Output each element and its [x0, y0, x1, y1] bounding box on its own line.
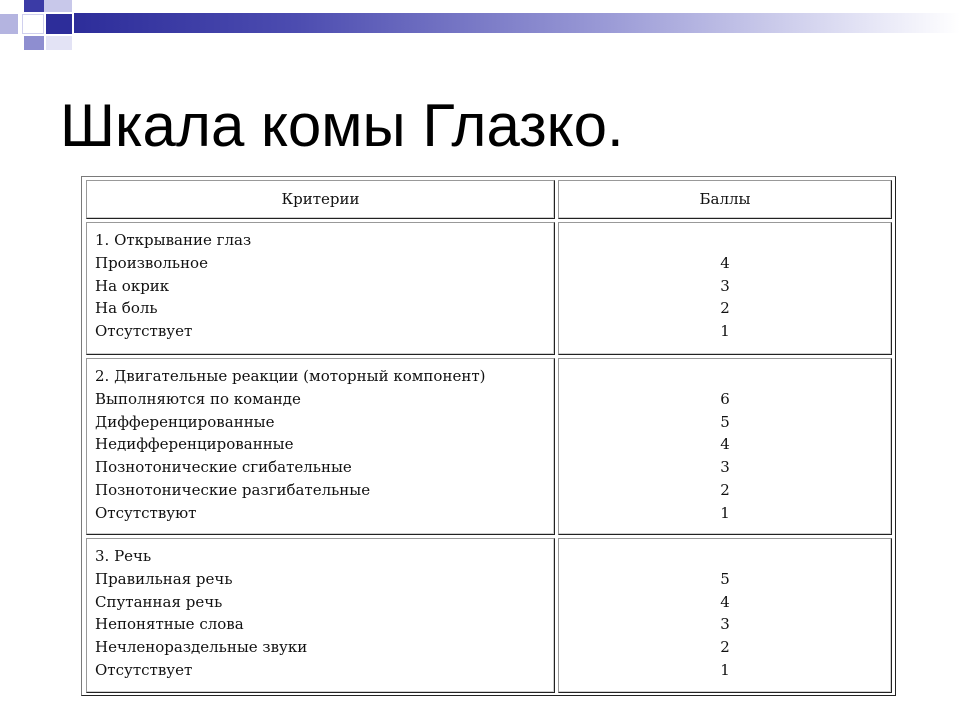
- header-criteria: Критерии: [86, 180, 555, 219]
- section-heading: 1. Открывание глаз: [95, 231, 252, 249]
- criterion-label: На окрик: [95, 276, 170, 295]
- criterion-label: Непонятные слова: [95, 615, 244, 634]
- criterion-label: Выполняются по команде: [95, 389, 301, 408]
- score-value: 5: [720, 569, 730, 588]
- score-value: 4: [720, 592, 730, 611]
- criterion-label: Познотонические сгибательные: [95, 458, 352, 477]
- criterion-label: Отсутствуют: [95, 503, 197, 522]
- decor-square: [46, 14, 72, 34]
- score-value: 1: [720, 322, 730, 341]
- slide-decoration: [0, 0, 960, 60]
- score-value: 2: [720, 480, 730, 499]
- score-value: 2: [720, 638, 730, 657]
- criterion-label: Нечленораздельные звуки: [95, 638, 308, 657]
- decor-square: [24, 0, 44, 12]
- decor-square: [22, 14, 44, 34]
- criterion-label: Спутанная речь: [95, 592, 223, 611]
- decor-square: [44, 0, 72, 12]
- section-eye-opening-criteria: [86, 222, 555, 355]
- criterion-label: Отсутствует: [95, 322, 193, 341]
- criterion-label: Дифференцированные: [95, 412, 275, 431]
- decor-square: [24, 36, 44, 50]
- section-heading: 2. Двигательные реакции (моторный компонент): [95, 367, 486, 385]
- score-value: 3: [720, 458, 730, 477]
- criterion-label: Произвольное: [95, 253, 208, 272]
- decor-square: [0, 14, 18, 34]
- glasgow-scale-table: [81, 176, 896, 696]
- section-speech-points: [558, 538, 892, 693]
- slide-title: Шкала комы Глазко.: [60, 92, 624, 159]
- criterion-label: Познотонические разгибательные: [95, 480, 371, 499]
- score-value: 6: [720, 389, 730, 408]
- criterion-label: Недифференцированные: [95, 435, 294, 454]
- score-value: 3: [720, 615, 730, 634]
- score-value: 4: [720, 435, 730, 454]
- section-speech-criteria: [86, 538, 555, 693]
- score-value: 1: [720, 660, 730, 679]
- criterion-label: На боль: [95, 299, 158, 318]
- score-value: 5: [720, 412, 730, 431]
- section-eye-opening-points: [558, 222, 892, 355]
- header-points: Баллы: [558, 180, 892, 219]
- section-heading: 3. Речь: [95, 547, 152, 565]
- score-value: 4: [720, 253, 730, 272]
- criterion-label: Правильная речь: [95, 569, 233, 588]
- score-value: 3: [720, 276, 730, 295]
- score-value: 2: [720, 299, 730, 318]
- score-value: 1: [720, 503, 730, 522]
- section-motor-response-points: [558, 358, 892, 535]
- decor-square: [46, 36, 72, 50]
- section-motor-response-criteria: [86, 358, 555, 535]
- criterion-label: Отсутствует: [95, 660, 193, 679]
- title-gradient-bar: [74, 13, 960, 33]
